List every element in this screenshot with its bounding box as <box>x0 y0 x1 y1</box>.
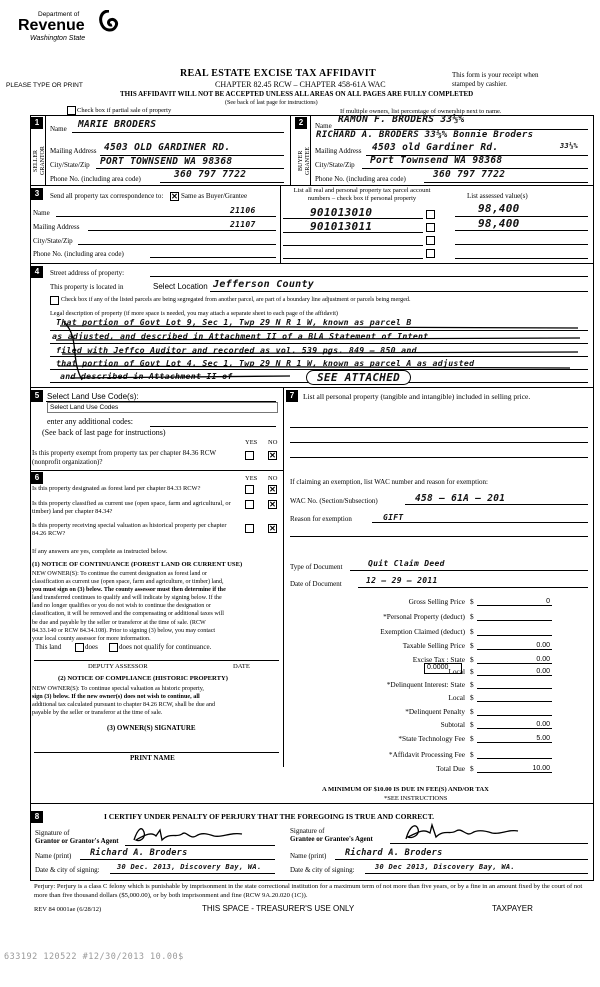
fee-value[interactable]: 0.00 <box>536 656 550 663</box>
grantee-sig-label: Signature of <box>290 827 325 835</box>
mail-city-label: City/State/Zip <box>33 237 73 245</box>
personal-property-label: List all personal property (tangible and intangible) included in selling price. <box>303 392 531 401</box>
fee-label: Total Due <box>436 764 465 773</box>
fee-dollar-sign: $ <box>470 734 474 743</box>
seller-side-label: SELLER GRANTOR <box>33 146 46 176</box>
fee-dollar-sign: $ <box>470 693 474 702</box>
location-select[interactable]: Select Location <box>153 282 208 291</box>
same-as-buyer-checkbox[interactable]: ✕ <box>171 192 178 201</box>
grantee-date-label: Date & city of signing: <box>290 866 355 874</box>
buyer-address: 4503 old Gardiner Rd. <box>372 142 499 153</box>
wac-number: 458 – 61A – 201 <box>415 493 506 504</box>
sec6-no: NO <box>268 475 278 482</box>
sec6-yes: YES <box>245 475 258 482</box>
historic-no-checkbox[interactable]: ✕ <box>269 524 276 533</box>
notice-2-line: sign (3) below. If the new owner(s) does not wish to continue, all <box>32 693 200 700</box>
notice-1-line: classification, it will be removed and the compensating or additional taxes will <box>32 611 224 618</box>
same-as-buyer-label: Same as Buyer/Grantee <box>181 192 248 200</box>
grantor-name: Richard A. Broders <box>90 848 188 858</box>
minimum-due: A MINIMUM OF $10.00 IS DUE IN FEE(S) AND/OR TAX <box>322 786 489 793</box>
forest-question: Is this property designated as forest land per chapter 84.33 RCW? <box>32 485 201 492</box>
doc-date: 12 – 29 – 2011 <box>366 576 438 585</box>
perjury-notice: Perjury: Perjury is a class C felony which is punishable by imprisonment in the state correctional institution for a maximum term of not more than five years, or by a fine in an amount fixed by the court of not more than five thousand dollars ($5,000.00), or by both imprisonment and fine (RCW 9A.20.020 (1C)). <box>34 883 583 899</box>
notice-1-line: classification as current use (open space, farm and agriculture, or timber) land, <box>32 579 224 586</box>
mail-address-label: Mailing Address <box>33 223 80 231</box>
exempt-no-checkbox[interactable]: ✕ <box>269 451 276 460</box>
print-name-label: PRINT NAME <box>130 754 175 762</box>
grantee-date: 30 Dec 2013, Discovery Bay, WA. <box>375 863 515 871</box>
buyer-name-2: RICHARD A. BRODERS 33⅓% Bonnie Broders <box>316 130 534 140</box>
form-chapter: CHAPTER 82.45 RCW – CHAPTER 458-61A WAC <box>215 80 386 89</box>
section-4-badge: 4 <box>31 266 43 278</box>
grantee-name: Richard A. Broders <box>345 848 443 858</box>
mail-name-label: Name <box>33 209 50 217</box>
logo-state: Washington State <box>30 35 86 42</box>
fee-value[interactable]: 0.00 <box>536 642 550 649</box>
buyer-name-label: Name <box>315 122 332 130</box>
personal-prop-checkbox-4[interactable] <box>426 249 435 258</box>
mail-phone-label: Phone No. (including area code) <box>33 250 124 258</box>
fee-value[interactable]: 0 <box>546 598 550 605</box>
logo-revenue: Revenue <box>18 17 85 34</box>
personal-prop-checkbox-2[interactable] <box>426 223 435 232</box>
exemption-reason: GIFT <box>383 513 404 522</box>
grantor-name-label: Name (print) <box>35 852 72 860</box>
legal-line-5: and described in Attachment II of <box>60 371 233 381</box>
does-label: does <box>85 643 98 651</box>
assessed-value-2: 98,400 <box>478 217 520 230</box>
seller-name-label: Name <box>50 125 67 133</box>
notice-1-line: land transferred continues to qualify and will indicate by signing below. If the <box>32 595 222 602</box>
does-checkbox[interactable] <box>75 643 84 652</box>
doc-type-label: Type of Document <box>290 563 343 571</box>
see-instructions: *SEE INSTRUCTIONS <box>384 795 448 802</box>
doc-type: Quit Claim Deed <box>368 559 445 568</box>
fee-dollar-sign: $ <box>470 750 474 759</box>
fee-dollar-sign: $ <box>470 764 474 773</box>
certify-statement: I CERTIFY UNDER PENALTY OF PERJURY THAT THE FOREGOING IS TRUE AND CORRECT. <box>104 812 435 821</box>
grantor-date-label: Date & city of signing: <box>35 866 100 874</box>
fee-label: Subtotal <box>440 720 465 729</box>
sec5-see-back: (See back of last page for instructions) <box>42 428 166 437</box>
grantor-sig-label: Signature of <box>35 829 70 837</box>
seller-name: MARIE BRODERS <box>78 119 157 130</box>
notice-1-line: you must sign on (3) below. The county assessor must then determine if the <box>32 587 226 594</box>
notice-2-text <box>32 685 215 717</box>
fee-dollar-sign: $ <box>470 641 474 650</box>
form-see-back: (See back of last page for instructions) <box>225 100 318 106</box>
taxpayer-copy: TAXPAYER <box>492 904 533 913</box>
fee-dollar-sign: $ <box>470 720 474 729</box>
notice-1-line: 84.33.140 or RCW 84.34.108). Prior to signing (3) below, you may contact <box>32 627 216 634</box>
fee-label: Gross Selling Price <box>408 597 465 606</box>
current-use-no-checkbox[interactable]: ✕ <box>269 500 276 509</box>
seller-city: PORT TOWNSEND WA 98368 <box>100 156 233 167</box>
buyer-percent: 33⅓% <box>560 142 579 150</box>
treasurer-space: THIS SPACE - TREASURER'S USE ONLY <box>202 904 355 913</box>
hand-note-1: 21106 <box>230 206 256 215</box>
grantor-signature <box>130 824 250 846</box>
logo-swirl-icon <box>98 10 120 36</box>
does-not-label: does not qualify for continuance. <box>119 643 212 651</box>
fee-label: Taxable Selling Price <box>402 641 465 650</box>
doc-date-label: Date of Document <box>290 580 342 588</box>
notice-2-line: NEW OWNER(S): To continue special valuation as historic property, <box>32 685 204 692</box>
form-title: REAL ESTATE EXCISE TAX AFFIDAVIT <box>180 68 376 79</box>
section-6-badge: 6 <box>31 472 43 484</box>
parcels-header: List all real and personal property tax parcel account numbers – check box if personal property <box>293 187 431 202</box>
fee-dollar-sign: $ <box>470 597 474 606</box>
fee-label: *Affidavit Processing Fee <box>388 750 465 759</box>
date-label: DATE <box>233 663 250 670</box>
current-use-yes-checkbox[interactable] <box>245 500 254 509</box>
notice-1-line: NEW OWNER(S): To continue the current designation as forest land or <box>32 571 208 577</box>
land-use-select[interactable]: Select Land Use Codes <box>47 402 278 413</box>
if-yes-note: If any answers are yes, complete as instructed below. <box>32 548 168 555</box>
grantor-date: 30 Dec. 2013, Discovery Bay, WA. <box>117 863 262 871</box>
notice-1-line: land no longer qualifies or you do not wish to continue the designation or <box>32 603 211 610</box>
fee-value[interactable]: 0.00 <box>536 668 550 675</box>
notice-1-title: (1) NOTICE OF CONTINUANCE (FOREST LAND OR CURRENT USE) <box>32 561 243 568</box>
buyer-side-label: BUYER GRANTEE <box>298 147 311 175</box>
exempt-question: Is this property exempt from property tax per chapter 84.36 RCW (nonprofit organization)? <box>32 449 216 466</box>
forest-yes-checkbox[interactable] <box>245 485 254 494</box>
fee-value[interactable]: 0.00 <box>536 721 550 728</box>
send-to-label: Send all property tax correspondence to: <box>50 192 164 200</box>
receipt-note: This form is your receipt when stamped by cashier. <box>452 71 539 88</box>
this-land-label: This land <box>35 643 62 651</box>
seller-city-label: City/State/Zip <box>50 161 90 169</box>
fee-label: *Personal Property (deduct) <box>383 612 465 621</box>
parcel-1: 901013010 <box>310 206 373 219</box>
located-label: This property is located in <box>50 283 124 291</box>
form-warning: THIS AFFIDAVIT WILL NOT BE ACCEPTED UNLESS ALL AREAS ON ALL PAGES ARE FULLY COMPLETED <box>120 90 474 98</box>
section-7-badge: 7 <box>286 390 298 402</box>
buyer-phone-label: Phone No. (including area code) <box>315 175 406 183</box>
notice-2-line: additional tax calculated pursuant to chapter 84.26 RCW, shall be due and <box>32 701 216 708</box>
fee-label: *Delinquent Penalty <box>405 707 465 716</box>
land-use-label: Select Land Use Code(s): <box>47 392 139 401</box>
seller-address-label: Mailing Address <box>50 147 97 155</box>
fee-label: Excise Tax : State <box>412 655 465 664</box>
does-not-checkbox[interactable] <box>109 643 118 652</box>
fee-value[interactable]: 5.00 <box>536 735 550 742</box>
county: Jefferson County <box>213 279 315 290</box>
historic-question: Is this property receiving special valuation as historical property per chapter 84.26 RCW? <box>32 522 227 537</box>
notice-2-title: (2) NOTICE OF COMPLIANCE (HISTORIC PROPERTY) <box>58 675 228 682</box>
reason-label: Reason for exemption <box>290 515 352 523</box>
additional-codes-label: enter any additional codes: <box>47 417 133 426</box>
hand-note-2: 21107 <box>230 220 256 229</box>
section-2-badge: 2 <box>295 117 307 129</box>
sec5-yes: YES <box>245 439 258 446</box>
rev-number: REV 84 0001ae (6/28/12) <box>34 906 102 913</box>
legal-line-4: that portion of Govt Lot 4, Sec 1, Twp 29 N R 1 W, known as parcel A as adjusted <box>56 358 475 368</box>
cashier-stamp: 633192 120522 #12/30/2013 10.00$ <box>4 952 184 962</box>
buyer-name: RAMON F. BRODERS 33⅓% <box>338 114 465 125</box>
section-1-badge: 1 <box>31 117 43 129</box>
personal-prop-checkbox-1[interactable] <box>426 210 435 219</box>
deputy-assessor-label: DEPUTY ASSESSOR <box>88 663 148 670</box>
historic-yes-checkbox[interactable] <box>245 524 254 533</box>
section-5-badge: 5 <box>31 390 43 402</box>
notice-1-line: your local county assessor for more information. <box>32 635 151 642</box>
notice-2-line: payable by the seller or transferor at the time of sale. <box>32 709 163 716</box>
grantee-sig-label-2: Grantee or Grantee's Agent <box>290 835 373 843</box>
grantee-signature <box>402 821 522 843</box>
partial-sale-checkbox[interactable] <box>67 106 76 115</box>
parcel-2: 901013011 <box>310 220 373 233</box>
current-use-question: Is this property classified as current use (open space, farm and agricultural, or timber) land per chapter 84.34? <box>32 500 231 515</box>
legal-label: Legal description of property (if more space is needed, you may attach a separate sheet to each page of the affidavit) <box>50 310 338 317</box>
fee-label: *Delinquent Interest: State <box>386 680 465 689</box>
grantor-sig-label-2: Grantor or Grantor's Agent <box>35 837 119 845</box>
seller-phone: 360 797 7722 <box>174 169 247 180</box>
owner-signature-label: (3) OWNER(S) SIGNATURE <box>107 724 196 732</box>
personal-prop-checkbox-3[interactable] <box>426 236 435 245</box>
forest-no-checkbox[interactable]: ✕ <box>269 485 276 494</box>
legal-line-2: as adjusted, and described in Attachment II of a BLA Statement of Intent <box>52 331 429 341</box>
assessed-header: List assessed value(s) <box>467 192 528 200</box>
buyer-phone: 360 797 7722 <box>433 169 506 180</box>
please-type: PLEASE TYPE OR PRINT <box>6 82 83 89</box>
see-attached: SEE ATTACHED <box>306 370 411 385</box>
notice-1-line: be due and payable by the seller or transferor at the time of sale. (RCW <box>32 619 206 626</box>
section-3-badge: 3 <box>31 188 43 200</box>
seller-phone-label: Phone No. (including area code) <box>50 175 141 183</box>
sec5-no: NO <box>268 439 278 446</box>
segregated-checkbox[interactable] <box>50 296 59 305</box>
buyer-city: Port Townsend WA 98368 <box>370 155 503 166</box>
partial-sale-label: Check box if partial sale of property <box>77 107 172 114</box>
exemption-question: If claiming an exemption, list WAC number and reason for exemption: <box>290 478 488 486</box>
multiple-owners-note: If multiple owners, list percentage of ownership next to name. <box>340 108 502 115</box>
legal-line-1: That portion of Govt Lot 9, Sec 1, Twp 29 N R 1 W, known as parcel B <box>56 317 412 327</box>
logo-dept: Department of <box>38 11 80 18</box>
fee-dollar-sign: $ <box>470 707 474 716</box>
buyer-city-label: City/State/Zip <box>315 161 355 169</box>
fee-label: Local <box>448 667 465 676</box>
fee-dollar-sign: $ <box>470 612 474 621</box>
wac-label: WAC No. (Section/Subsection) <box>290 497 378 505</box>
fee-dollar-sign: $ <box>470 680 474 689</box>
street-label: Street address of property: <box>50 269 125 277</box>
fee-label: Local <box>448 693 465 702</box>
buyer-address-label: Mailing Address <box>315 147 362 155</box>
grantee-name-label: Name (print) <box>290 852 327 860</box>
fee-dollar-sign: $ <box>470 667 474 676</box>
fee-dollar-sign: $ <box>470 655 474 664</box>
revenue-logo <box>8 8 120 60</box>
section-8-badge: 8 <box>31 811 43 823</box>
segregated-label: Check box if any of the listed parcels are being segregated from another parcel, are part of a boundary line adjustment or parcels being merged. <box>61 297 411 303</box>
seller-address: 4503 OLD GARDINER RD. <box>104 142 231 153</box>
fee-dollar-sign: $ <box>470 627 474 636</box>
fee-label: Exemption Claimed (deduct) <box>380 627 465 636</box>
assessed-value-1: 98,400 <box>478 202 520 215</box>
fee-label: *State Technology Fee <box>398 734 465 743</box>
fee-value[interactable]: 10.00 <box>532 765 550 772</box>
local-rate: 0.0000 <box>427 664 449 671</box>
notice-1-text <box>32 570 226 643</box>
legal-line-3: filed with Jeffco Auditor and recorded as vol. 539 pgs. 849 – 850 and <box>56 345 417 355</box>
exempt-yes-checkbox[interactable] <box>245 451 254 460</box>
